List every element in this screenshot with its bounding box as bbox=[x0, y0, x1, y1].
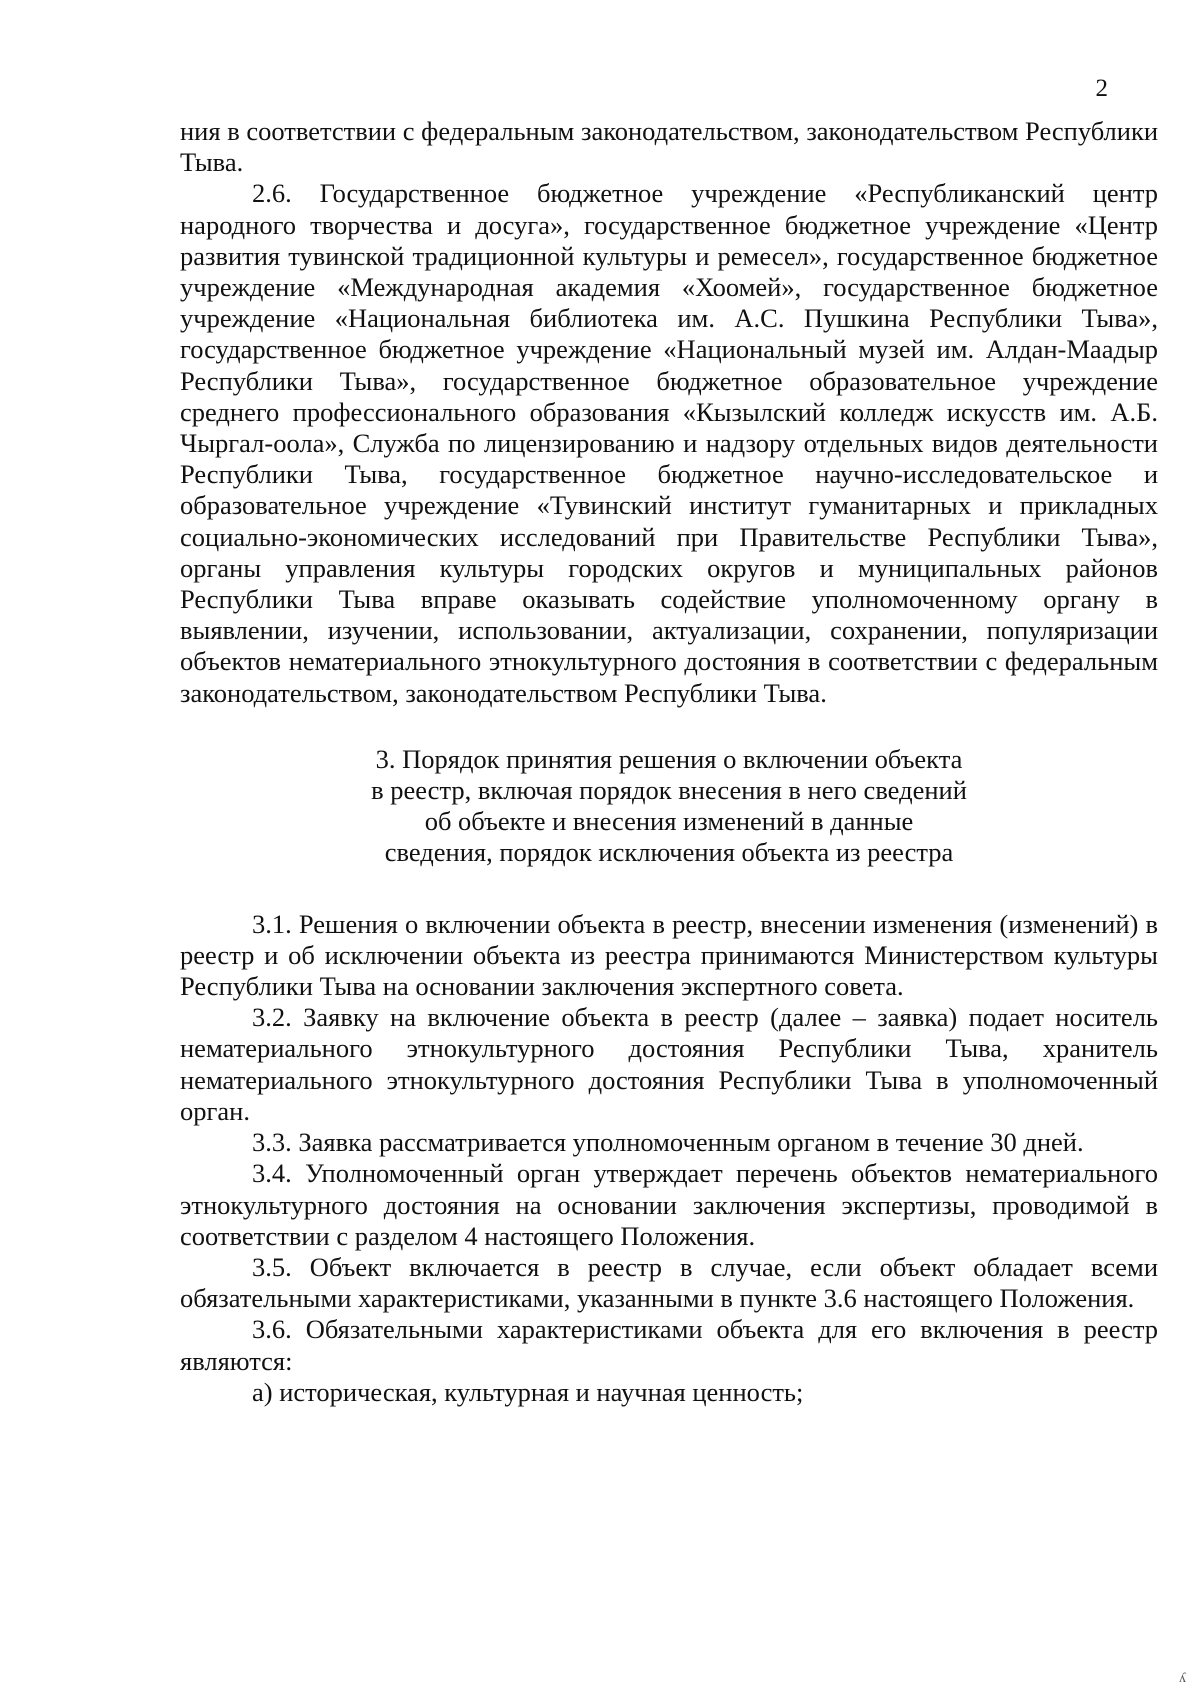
paragraph-3-2: 3.2. Заявку на включение объекта в реестр (далее – заявка) подает носитель нематериального этнокультурного достояния Республики Тыва, хранитель нематериального этнокультурного достояния Республики Тыва в уполномоченный орган. bbox=[180, 1002, 1158, 1126]
paragraph-3-5: 3.5. Объект включается в реестр в случае, если объект обладает всеми обязательными характеристиками, указанными в пункте 3.6 настоящего Положения. bbox=[180, 1251, 1158, 1314]
paragraph-2-6: 2.6. Государственное бюджетное учреждение «Республиканский центр народного творчества и досуга», государственное бюджетное учреждение «Центр развития тувинской традиционной культуры и ремесел», государственное бюджетное учреждение «Международная академия «Хоомей», государственное бюджетное учреждение «Национальная библиотека им. А.С. Пушкина Республики Тыва», государственное бюджетное учреждение «Национальный музей им. Алдан-Маадыр Республики Тыва», государственное бюджетное образовательное учреждение среднего профессионального образования «Кызылский колледж искусств им. А.Б. Чыргал-оола», Служба по лицензированию и надзору отдельных видов деятельности Республики Тыва, государственное бюджетное научно-исследовательское и образовательное учреждение «Тувинский институт гуманитарных и прикладных социально-экономических исследований при Правительстве Республики Тыва», органы управления культуры городских округов и муниципальных районов Республики Тыва вправе оказывать содействие уполномоченному органу в выявлении, изучении, использовании, актуализации, сохранении, популяризации объектов нематериального этнокультурного достояния в соответствии с федеральным законодательством, законодательством Республики Тыва. bbox=[180, 178, 1158, 708]
scan-edge-mark: ʎ bbox=[1179, 1671, 1186, 1686]
document-body bbox=[180, 116, 1158, 1408]
section-heading-line: в реестр, включая порядок внесения в него сведений bbox=[371, 775, 967, 806]
section-heading-3 bbox=[339, 744, 999, 869]
section-heading-line: 3. Порядок принятия решения о включении объекта bbox=[375, 743, 963, 774]
paragraph-3-4: 3.4. Уполномоченный орган утверждает перечень объектов нематериального этнокультурного достояния на основании заключения экспертизы, проводимой в соответствии с разделом 4 настоящего Положения. bbox=[180, 1158, 1158, 1251]
paragraph-3-6: 3.6. Обязательными характеристиками объекта для его включения в реестр являются: bbox=[180, 1314, 1158, 1376]
section-heading-line: сведения, порядок исключения объекта из реестра bbox=[384, 837, 954, 868]
paragraph-3-1: 3.1. Решения о включении объекта в реестр, внесении изменения (изменений) в реестр и об исключении объекта из реестра принимаются Министерством культуры Республики Тыва на основании заключения экспертного совета. bbox=[180, 908, 1158, 1002]
page-number: 2 bbox=[1095, 75, 1108, 102]
paragraph-3-6-a: а) историческая, культурная и научная ценность; bbox=[252, 1376, 804, 1407]
paragraph-continuation: ния в соответствии с федеральным законодательством, законодательством Республики Тыва. bbox=[180, 116, 1158, 178]
paragraph-3-3: 3.3. Заявка рассматривается уполномоченным органом в течение 30 дней. bbox=[252, 1127, 1084, 1158]
section-heading-line: об объекте и внесения изменений в данные bbox=[424, 806, 914, 837]
